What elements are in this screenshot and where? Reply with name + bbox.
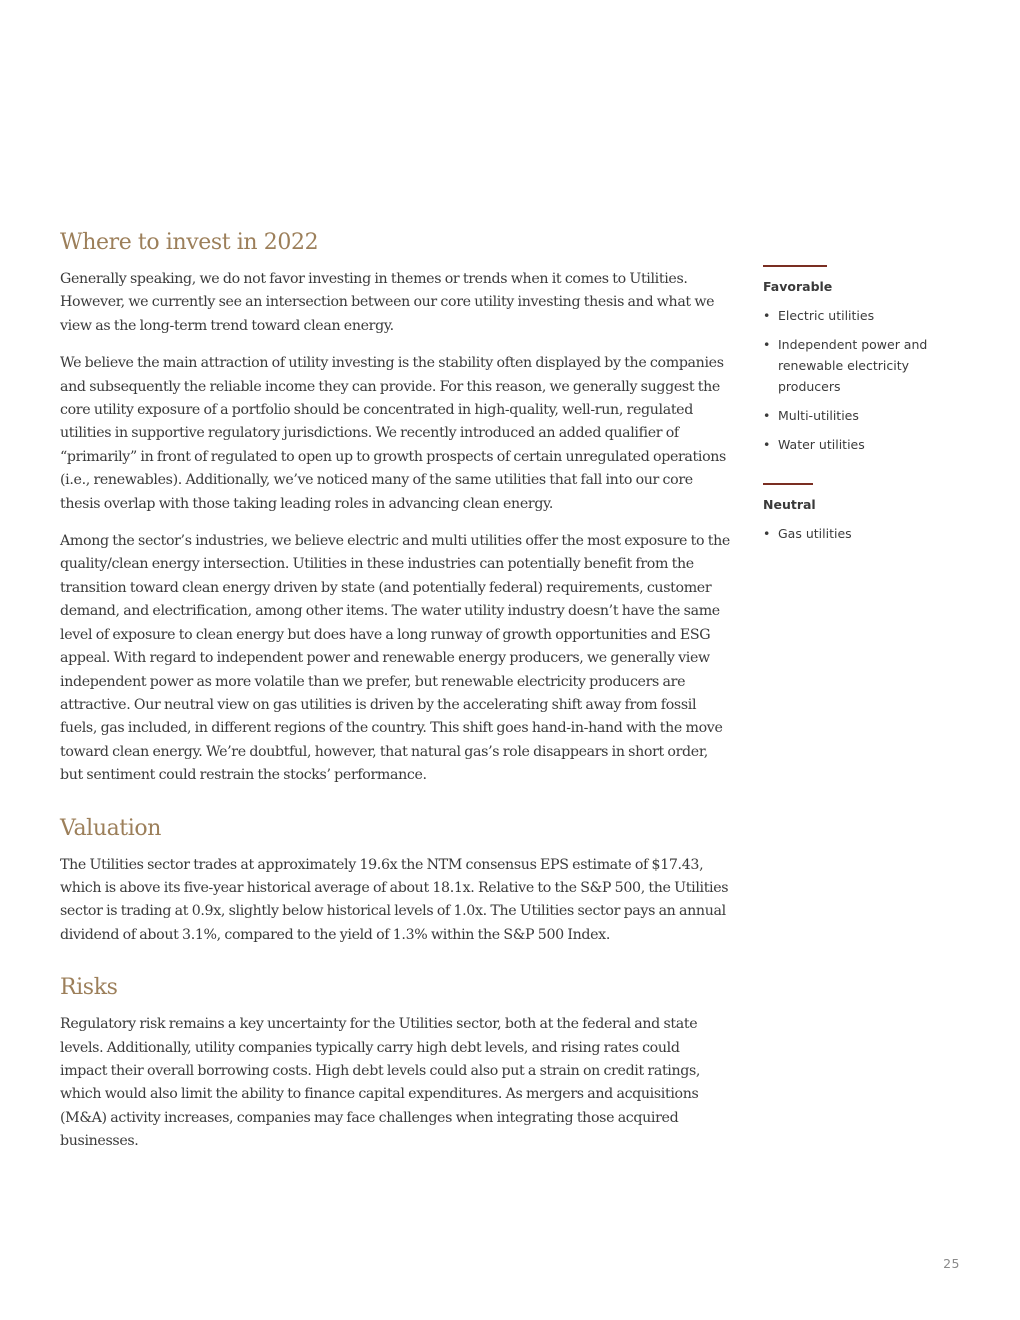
where-to-invest-paragraph-3: Among the sector’s industries, we believe electric and multi utilities offer the most exposure to the quality/clean energy intersection. Utilities in these industries can potentially benefit from the transition toward clean energy driven by state (and potentially federal) requirements, customer demand, and electrification, among other items. The water utility industry doesn’t have the same level of exposure to clean energy but does have a long runway of growth opportunities and ESG appeal. With regard to independent power and renewable energy producers, we generally view independent power as more volatile than we prefer, but renewable electricity producers are attractive. Our neutral view on gas utilities is driven by the accelerating shift away from fossil fuels, gas included, in different regions of the country. This shift goes hand-in-hand with the move toward clean energy. We’re doubtful, however, that natural gas’s role disappears in short order, but sentiment could restrain the stocks’ performance.	[60, 533, 730, 784]
favorable-title: Favorable	[763, 279, 833, 294]
risks-paragraph: Regulatory risk remains a key uncertainty for the Utilities sector, both at the federal and state levels. Additionally, utility companies typically carry high debt levels, and rising rates could impact their overall borrowing costs. High debt levels could also put a strain on credit ratings, which would also limit the ability to finance capital expenditures. As mergers and acquisitions (M&A) activity increases, companies may face challenges when integrating those acquired businesses.	[60, 1016, 701, 1150]
neutral-block	[763, 483, 953, 544]
risks-section	[60, 973, 730, 1153]
neutral-title: Neutral	[763, 497, 816, 512]
main-content	[60, 228, 730, 1168]
sidebar-outlook	[763, 265, 953, 572]
valuation-section	[60, 814, 730, 948]
favorable-item-multi-utilities: • Multi-utilities	[763, 405, 953, 426]
page-number: 25	[943, 1256, 960, 1271]
valuation-heading: Valuation	[60, 815, 161, 841]
risks-heading: Risks	[60, 975, 118, 1001]
where-to-invest-paragraph-1: Generally speaking, we do not favor investing in themes or trends when it comes to Utilities. However, we currently see an intersection between our core utility investing thesis and what we view as the long-term trend toward clean energy.	[60, 271, 715, 334]
where-to-invest-section	[60, 228, 730, 788]
favorable-item-independent-power: • Independent power and renewable electricity producers	[763, 334, 953, 397]
favorable-item-electric: • Electric utilities	[763, 305, 953, 326]
neutral-rule	[763, 483, 813, 485]
neutral-list	[763, 523, 953, 544]
favorable-rule	[763, 265, 827, 267]
favorable-item-water: • Water utilities	[763, 434, 953, 455]
favorable-list	[763, 305, 953, 455]
where-to-invest-heading: Where to invest in 2022	[60, 230, 319, 255]
where-to-invest-paragraph-2: We believe the main attraction of utility investing is the stability often displayed by the companies and subsequently the reliable income they can provide. For this reason, we generally suggest the core utility exposure of a portfolio should be concentrated in high-quality, well-run, regulated utilities in supportive regulatory jurisdictions. We recently introduced an added qualifier of “primarily” in front of regulated to open up to growth prospects of certain unregulated operations (i.e., renewables). Additionally, we’ve noticed many of the same utilities that fall into our core thesis overlap with those taking leading roles in advancing clean energy.	[60, 355, 726, 512]
valuation-paragraph: The Utilities sector trades at approximately 19.6x the NTM consensus EPS estimate of $17.43, which is above its five-year historical average of about 18.1x. Relative to the S&P 500, the Utilities sector is trading at 0.9x, slightly below historical levels of 1.0x. The Utilities sector pays an annual dividend of about 3.1%, compared to the yield of 1.3% within the S&P 500 Index.	[60, 856, 729, 943]
favorable-block	[763, 265, 953, 455]
neutral-item-gas: • Gas utilities	[763, 523, 953, 544]
